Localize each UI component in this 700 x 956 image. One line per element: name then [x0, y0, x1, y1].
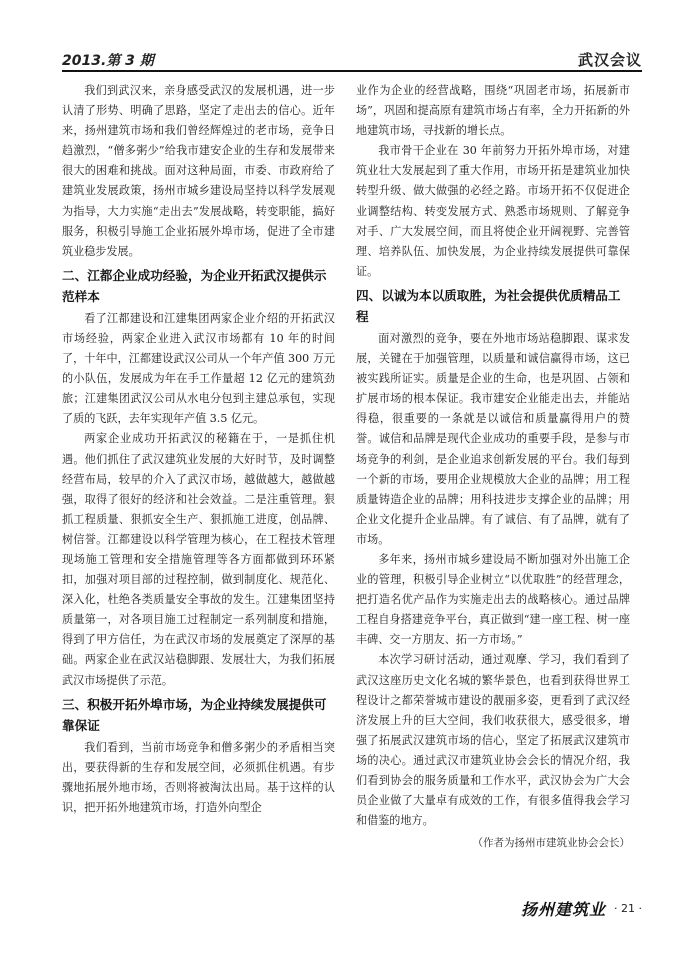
paragraph: 两家企业成功开拓武汉的秘籍在于，一是抓住机遇。他们抓住了武汉建筑业发展的大好时节，及时调整经营布局，较早的介入了武汉市场，越做越大，越做越强，取得了很好的经济和社会效益。二是注重管理。狠抓工程质量、狠抓安全生产、狠抓施工进度，创品牌、树信誉。江都建设以科学管理为核心，在工程技术管理现场施工管理和安全措施管理等各方面都做到环环紧扣，加强对项目部的过程控制，做到制度化、规范化、深入化，杜绝各类质量安全事故的发生。江建集团坚持质量第一，对各项目施工过程制定一系列制度和措施，得到了甲方信任，为在武汉市场的发展奠定了深厚的基础。两家企业在武汉站稳脚跟、发展壮大，为我们拓展武汉市场提供了示范。: [62, 432, 335, 687]
paragraph: 本次学习研讨活动，通过观摩、学习，我们看到了武汉这座历史文化名城的繁华景色，也看到获得世界工程设计之都荣誉城市建设的靓丽多姿，更看到了武汉经济发展上升的巨大空间，我们收获很大，感受很多，增强了拓展武汉建筑市场的信心，坚定了拓展武汉建筑市场的决心。通过武汉市建筑业协会会长的情况介绍，我们看到协会的服务质量和工作水平，武汉协会为广大会员企业做了大量卓有成效的工作，有很多值得我会学习和借鉴的地方。: [356, 653, 630, 828]
paragraph: 面对激烈的竞争，要在外地市场站稳脚跟、谋求发展，关键在于加强管理，以质量和诚信赢得市场，这已被实践所证实。质量是企业的生命，也是巩固、占领和扩展市场的根本保证。我市建安企业能走出去，并能站得稳，很重要的一条就是以诚信和质量赢得用户的赞誉。诚信和品牌是现代企业成功的重要手段，是参与市场竞争的利剑，是企业追求创新发展的平台。我们每到一个新的市场，要用企业规模放大企业的品牌；用工程质量铸造企业的品牌；用科技进步支撑企业的品牌；用企业文化提升企业品牌。有了诚信、有了品牌，就有了市场。: [356, 331, 630, 546]
paragraph: 业作为企业的经营战略，围绕“巩固老市场，拓展新市场”，巩固和提高原有建筑市场占有率，全力开拓新的外地建筑市场，寻找新的增长点。: [356, 84, 630, 138]
paragraph: 看了江都建设和江建集团两家企业介绍的开拓武汉市场经验，两家企业进入武汉市场都有 10 年的时间了，十年中，江都建设武汉公司从一个年产值 300 万元的小队伍，发展成为年在手工作量超 12 亿元的建筑劲旅；江建集团武汉公司从水电分包到主建总承包，实现了质的飞跃，去年实现年产值 3.5 亿元。: [62, 311, 335, 426]
issue-label: 2013.第 3 期: [62, 53, 154, 69]
section-heading-4: 四、以诚为本以质取胜，为社会提供优质精品工程: [356, 287, 621, 324]
section-title: 武汉会议: [577, 51, 642, 69]
section-heading-3: 三、积极开拓外埠市场，为企业持续发展提供可靠保证: [62, 696, 327, 733]
page-header: [62, 44, 642, 70]
page-number: · 21 ·: [614, 901, 642, 915]
page-footer: [521, 896, 642, 920]
header-rule: [62, 70, 642, 72]
author-credit: （作者为扬州市建筑业协会会长）: [472, 837, 630, 850]
magazine-logo: 扬州建筑业: [521, 899, 607, 919]
paragraph: 我市骨干企业在 30 年前努力开拓外埠市场，对建筑业壮大发展起到了重大作用，市场开拓是建筑业加快转型升级、做大做强的必经之路。市场开拓不仅促进企业调整结构、转变发展方式、熟悉市场规则、了解竞争对手、广大发展空间，而且将使企业开阔视野、完善管理、培养队伍、加快发展，为企业持续发展提供可靠保证。: [356, 144, 630, 278]
paragraph: 我们到武汉来，亲身感受武汉的发展机遇，进一步认清了形势、明确了思路，坚定了走出去的信心。近年来，扬州建筑市场和我们曾经辉煌过的老市场，竞争日趋激烈，“僧多粥少”给我市建安企业的生存和发展带来很大的困难和挑战。面对这种局面，市委、市政府给了建筑业发展政策，扬州市城乡建设局坚持以科学发展观为指导，大力实施“走出去”发展战略，转变职能，搞好服务，积极引导施工企业拓展外埠市场，促进了全市建筑业稳步发展。: [62, 84, 335, 258]
left-column: [62, 81, 335, 818]
section-heading-2: 二、江都企业成功经验，为企业开拓武汉提供示范样本: [62, 267, 327, 304]
paragraph: 我们看到，当前市场竞争和僧多粥少的矛盾相当突出，要获得新的生存和发展空间，必须抓住机遇。有步骤地拓展外地市场，否则将被淘汰出局。基于这样的认识，把开拓外地建筑市场，打造外向型企: [62, 740, 335, 814]
right-column: [356, 81, 630, 853]
paragraph: 多年来，扬州市城乡建设局不断加强对外出施工企业的管理，积极引导企业树立“以优取胜”的经营理念，把打造名优产品作为实施走出去的战略核心。通过品牌工程自身搭建竞争平台，真正做到“建一座工程、树一座丰碑、交一方朋友、拓一方市场。”: [356, 552, 630, 647]
